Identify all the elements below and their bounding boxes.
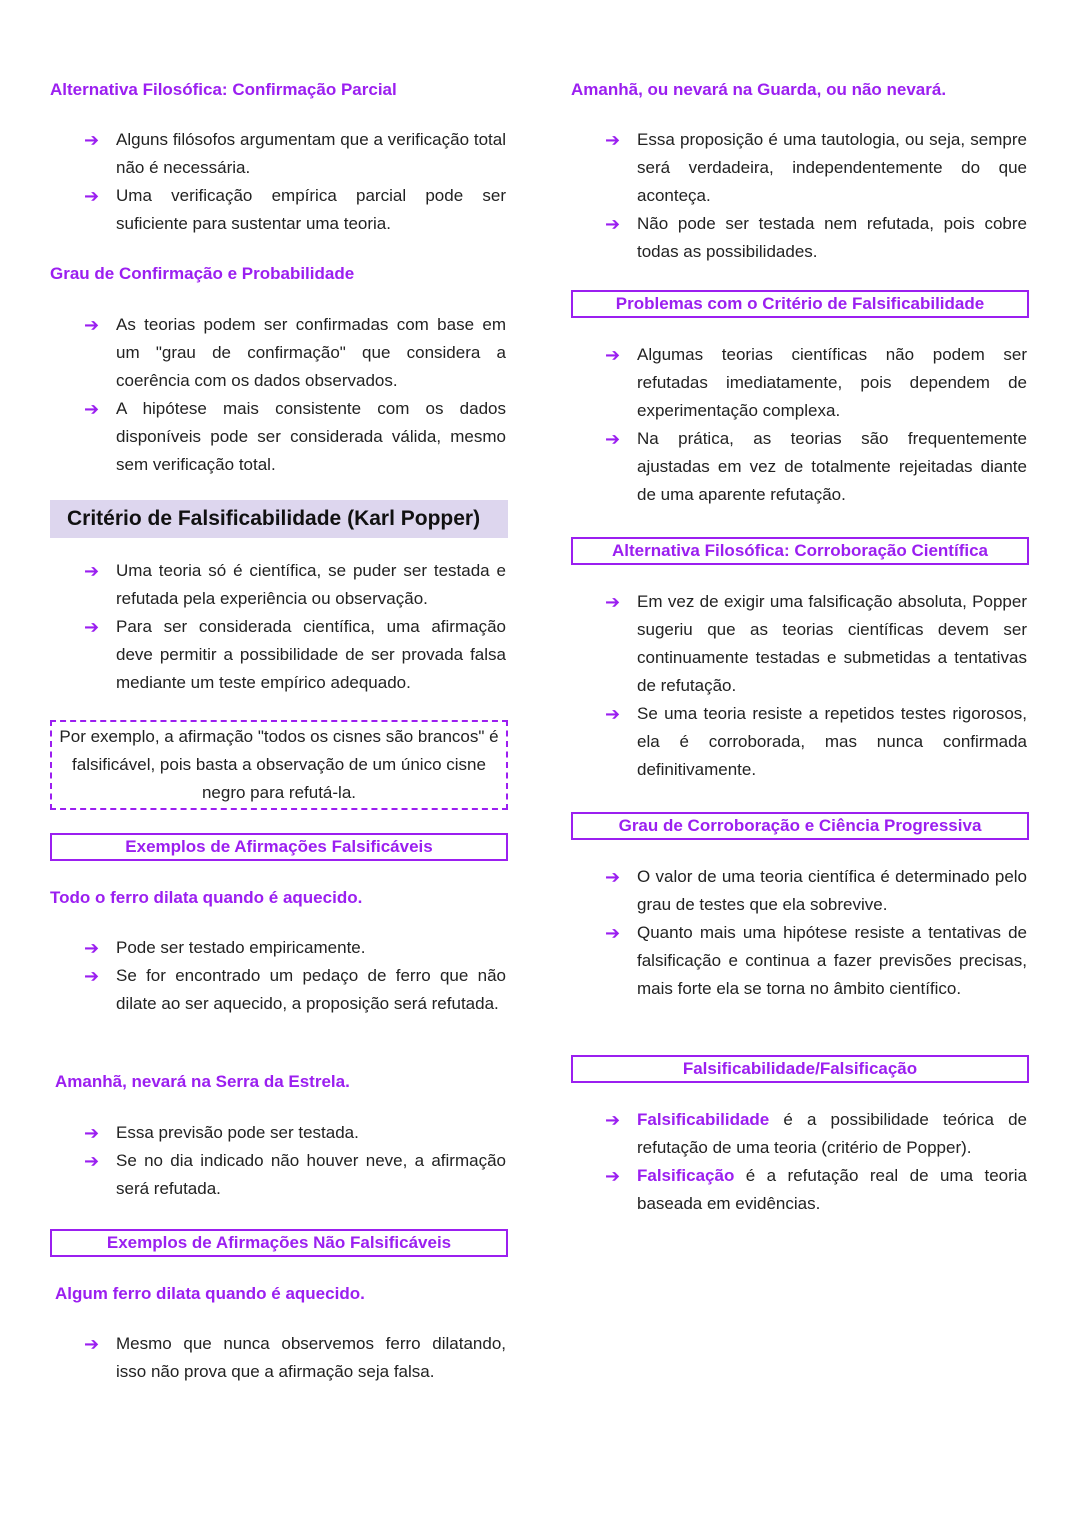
example-title-ferro: Todo o ferro dilata quando é aquecido. (50, 888, 363, 907)
arrow-right-icon: ➔ (84, 130, 100, 150)
list-item: ➔ Se for encontrado um pedaço de ferro que não dilate ao ser aquecido, a proposição será refutada. (50, 962, 508, 1018)
list-item: ➔ Mesmo que nunca observemos ferro dilatando, isso não prova que a afirmação seja falsa. (50, 1330, 508, 1386)
list-item: ➔ Alguns filósofos argumentam que a verificação total não é necessária. (50, 126, 508, 182)
arrow-right-icon: ➔ (605, 1166, 621, 1186)
box-title-problemas: Problemas com o Critério de Falsificabilidade (571, 290, 1029, 318)
main-title-falsificabilidade: Critério de Falsificabilidade (Karl Popper) (50, 500, 508, 538)
list-serra-estrela (50, 1119, 508, 1203)
arrow-right-icon: ➔ (605, 345, 621, 365)
arrow-right-icon: ➔ (605, 214, 621, 234)
example-title-algum-ferro: Algum ferro dilata quando é aquecido. (55, 1284, 365, 1303)
list-item: ➔ Em vez de exigir uma falsificação absoluta, Popper sugeriu que as teorias científicas devem ser continuamente testadas e submetidas a tentativas de refutação. (571, 588, 1029, 700)
list-item: ➔ Se uma teoria resiste a repetidos testes rigorosos, ela é corroborada, mas nunca confirmada definitivamente. (571, 700, 1029, 784)
box-title-falsificabilidade-falsificacao: Falsificabilidade/Falsificação (571, 1055, 1029, 1083)
arrow-right-icon: ➔ (84, 617, 100, 637)
arrow-right-icon: ➔ (605, 923, 621, 943)
arrow-right-icon: ➔ (84, 966, 100, 986)
list-algum-ferro (50, 1330, 508, 1386)
arrow-right-icon: ➔ (605, 592, 621, 612)
box-title-grau-corroboracao: Grau de Corroboração e Ciência Progressiva (571, 812, 1029, 840)
arrow-right-icon: ➔ (84, 1151, 100, 1171)
list-item: ➔ Não pode ser testada nem refutada, pois cobre todas as possibilidades. (571, 210, 1029, 266)
list-item: ➔ Essa proposição é uma tautologia, ou seja, sempre será verdadeira, independentemente do que aconteça. (571, 126, 1029, 210)
list-item: ➔ Uma verificação empírica parcial pode ser suficiente para sustentar uma teoria. (50, 182, 508, 238)
list-item: ➔ Na prática, as teorias são frequentemente ajustadas em vez de totalmente rejeitadas diante de uma aparente refutação. (571, 425, 1029, 509)
arrow-right-icon: ➔ (84, 938, 100, 958)
list-item: ➔ Algumas teorias científicas não podem ser refutadas imediatamente, pois dependem de experimentação complexa. (571, 341, 1029, 425)
list-item: ➔ Essa previsão pode ser testada. (50, 1119, 508, 1147)
arrow-right-icon: ➔ (84, 561, 100, 581)
list-item: ➔ Uma teoria só é científica, se puder ser testada e refutada pela experiência ou observação. (50, 557, 508, 613)
arrow-right-icon: ➔ (84, 186, 100, 206)
section-title-confirmacao-parcial: Alternativa Filosófica: Confirmação Parcial (50, 80, 397, 99)
list-guarda (571, 126, 1029, 266)
list-ferro (50, 934, 508, 1018)
list-problemas (571, 341, 1029, 509)
arrow-right-icon: ➔ (605, 1110, 621, 1130)
list-item: ➔ O valor de uma teoria científica é determinado pelo grau de testes que ela sobrevive. (571, 863, 1029, 919)
arrow-right-icon: ➔ (84, 1334, 100, 1354)
section-title-grau-confirmacao: Grau de Confirmação e Probabilidade (50, 264, 355, 283)
list-item: ➔ A hipótese mais consistente com os dados disponíveis pode ser considerada válida, mesmo sem verificação total. (50, 395, 508, 479)
list-item: ➔ Falsificabilidade é a possibilidade teórica de refutação de uma teoria (critério de Popper). (571, 1106, 1029, 1162)
arrow-right-icon: ➔ (84, 399, 100, 419)
arrow-right-icon: ➔ (605, 867, 621, 887)
list-criterio-falsificabilidade (50, 557, 508, 697)
list-falsificabilidade-falsificacao (571, 1106, 1029, 1218)
list-item: ➔ Para ser considerada científica, uma afirmação deve permitir a possibilidade de ser provada falsa mediante um teste empírico adequado. (50, 613, 508, 697)
box-title-nao-falsificaveis: Exemplos de Afirmações Não Falsificáveis (50, 1229, 508, 1257)
list-item: ➔ As teorias podem ser confirmadas com base em um "grau de confirmação" que considera a coerência com os dados observados. (50, 311, 508, 395)
term-falsificacao: Falsificação (637, 1166, 735, 1185)
arrow-right-icon: ➔ (84, 1123, 100, 1143)
arrow-right-icon: ➔ (84, 315, 100, 335)
arrow-right-icon: ➔ (605, 130, 621, 150)
list-grau-confirmacao (50, 311, 508, 479)
list-item: ➔ Pode ser testado empiricamente. (50, 934, 508, 962)
list-item: ➔ Quanto mais uma hipótese resiste a tentativas de falsificação e continua a fazer previsões precisas, mais forte ela se torna no âmbito científico. (571, 919, 1029, 1003)
box-title-falsificaveis: Exemplos de Afirmações Falsificáveis (50, 833, 508, 861)
example-box-cisnes: Por exemplo, a afirmação "todos os cisnes são brancos" é falsificável, pois basta a observação de um único cisne negro para refutá-la. (50, 720, 508, 810)
list-confirmacao-parcial (50, 126, 508, 238)
list-item: ➔ Se no dia indicado não houver neve, a afirmação será refutada. (50, 1147, 508, 1203)
arrow-right-icon: ➔ (605, 429, 621, 449)
example-title-guarda: Amanhã, ou nevará na Guarda, ou não nevará. (571, 80, 947, 99)
example-title-serra-estrela: Amanhã, nevará na Serra da Estrela. (55, 1072, 350, 1091)
list-corroboracao (571, 588, 1029, 784)
arrow-right-icon: ➔ (605, 704, 621, 724)
list-item: ➔ Falsificação é a refutação real de uma teoria baseada em evidências. (571, 1162, 1029, 1218)
list-grau-corroboracao (571, 863, 1029, 1003)
term-falsificabilidade: Falsificabilidade (637, 1110, 770, 1129)
box-title-alternativa-corroboracao: Alternativa Filosófica: Corroboração Científica (571, 537, 1029, 565)
